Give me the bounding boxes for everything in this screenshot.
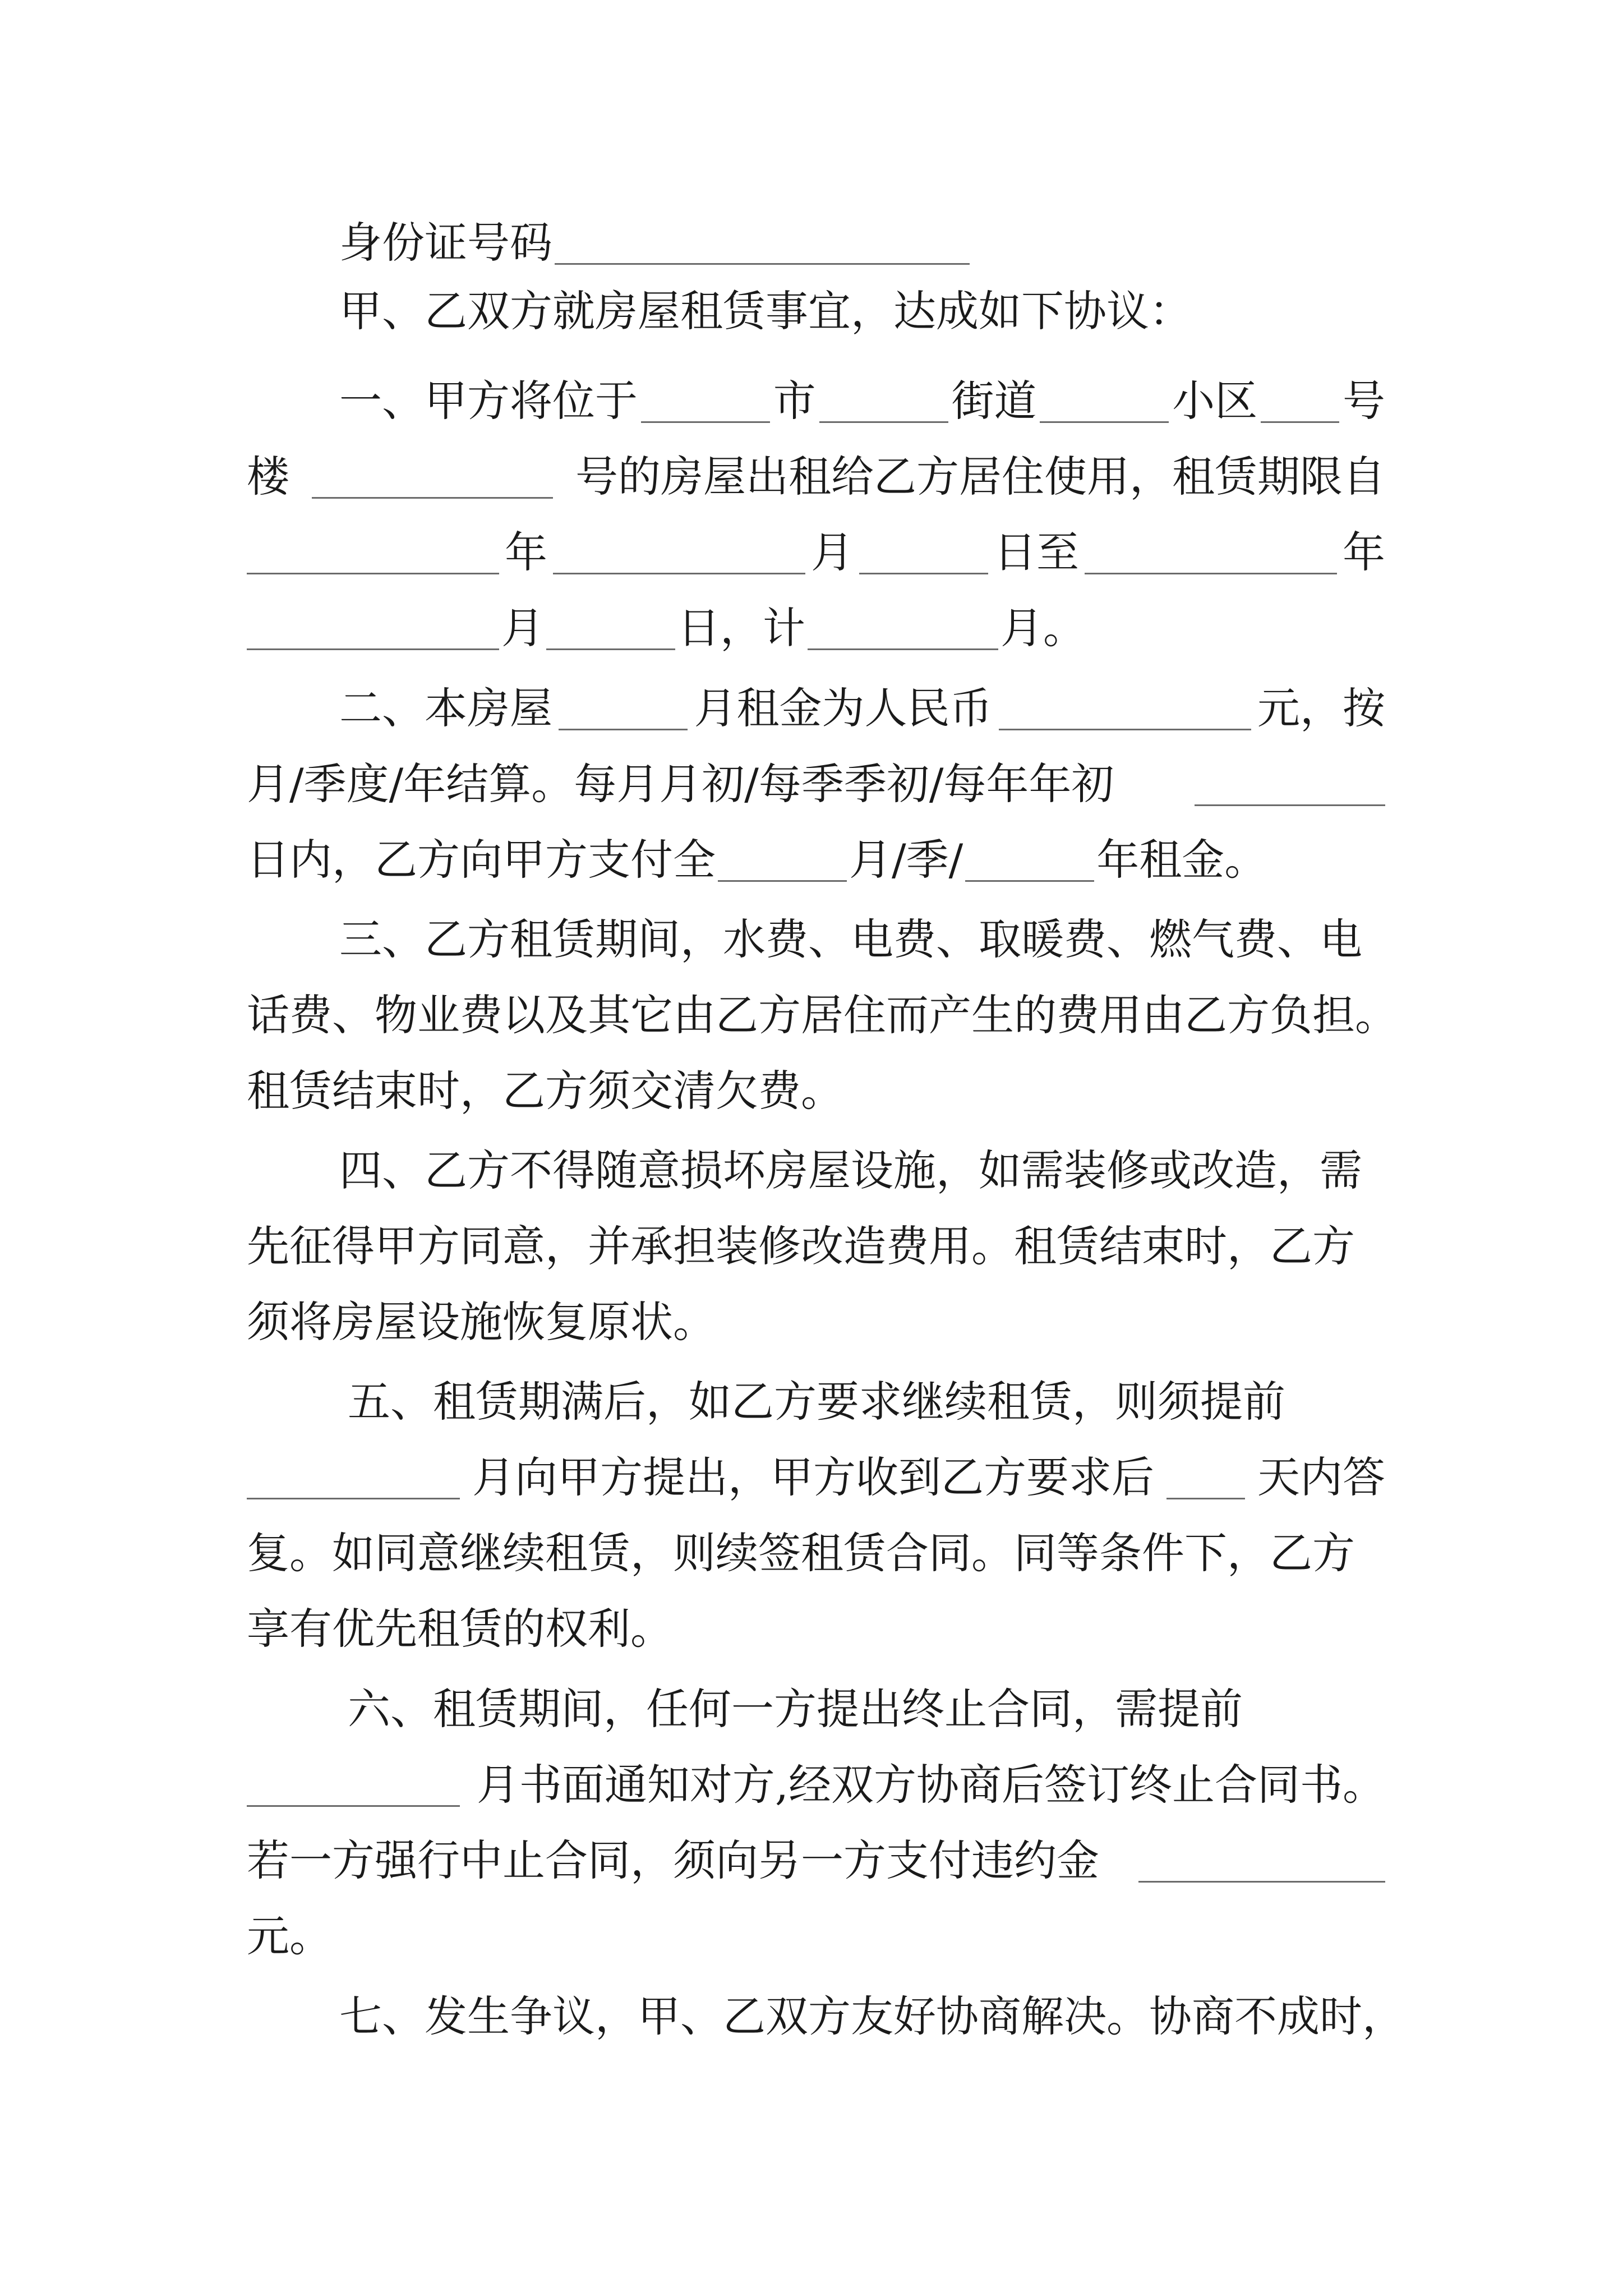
text-segment: 号 xyxy=(1343,376,1385,426)
text-segment: 四、乙方不得随意损坏房屋设施，如需装修或改造，需 xyxy=(339,1145,1362,1195)
clause-6-line-3 xyxy=(247,1830,1385,1892)
text-segment: 天内答 xyxy=(1257,1452,1385,1502)
fill-blank xyxy=(247,611,499,650)
text-segment: 一、甲方将位于 xyxy=(339,376,638,426)
text-segment: 身份证号码 xyxy=(339,218,552,268)
text-segment: 元。 xyxy=(247,1911,332,1961)
clause-4-line-3 xyxy=(247,1291,1385,1353)
text-segment: 六、租赁期间，任何一方提出终止合同，需提前 xyxy=(348,1684,1243,1734)
text-segment: 月。 xyxy=(1000,603,1086,653)
fill-blank xyxy=(859,536,988,574)
clause-1-line-4 xyxy=(247,597,1385,659)
clause-6-line-1 xyxy=(348,1678,1385,1740)
clause-3-line-2 xyxy=(247,984,1398,1046)
text-segment: 月 xyxy=(811,527,854,577)
fill-blank xyxy=(1085,536,1337,574)
text-segment: 享有优先租赁的权利。 xyxy=(247,1604,673,1654)
text-segment: 小区 xyxy=(1172,376,1258,426)
fill-blank xyxy=(553,536,805,574)
fill-blank xyxy=(1138,1844,1385,1883)
fill-blank xyxy=(965,843,1094,882)
text-segment: 号的房屋出租给乙方居住使用，租赁期限自 xyxy=(575,452,1385,501)
fill-blank xyxy=(1261,384,1339,423)
clause-5-line-4 xyxy=(247,1598,1385,1660)
clause-1-line-3 xyxy=(247,522,1385,583)
text-segment: 年 xyxy=(1343,527,1385,577)
fill-blank xyxy=(247,1768,460,1807)
text-segment: 市 xyxy=(773,376,816,426)
text-segment: 月书面通知对方,经双方协商后签订终止合同书。 xyxy=(476,1760,1385,1810)
text-segment: 须将房屋设施恢复原状。 xyxy=(247,1297,716,1347)
fill-blank xyxy=(808,611,998,650)
fill-blank xyxy=(1040,384,1169,423)
text-segment: 元，按 xyxy=(1257,683,1385,733)
clause-2-line-2 xyxy=(247,753,1385,815)
clause-3-line-1 xyxy=(339,909,1385,970)
agreement-intro-line xyxy=(339,280,1385,342)
clause-5-line-1 xyxy=(348,1371,1385,1433)
text-segment: 话费、物业费以及其它由乙方居住而产生的费用由乙方负担。 xyxy=(247,990,1398,1040)
text-segment: 月 xyxy=(501,603,544,653)
clause-5-line-3 xyxy=(247,1522,1385,1584)
fill-blank xyxy=(641,384,770,423)
clause-3-line-3 xyxy=(247,1060,1385,1122)
fill-blank xyxy=(247,536,499,574)
clause-4-line-1 xyxy=(339,1140,1385,1202)
text-segment: 七、发生争议，甲、乙双方友好协商解决。协商不成时， xyxy=(339,1991,1405,2041)
text-segment: 若一方强行中止合同，须向另一方支付违约金 xyxy=(247,1835,1099,1885)
text-segment: 租赁结束时，乙方须交清欠费。 xyxy=(247,1066,843,1116)
fill-blank xyxy=(1195,767,1385,806)
text-segment: 复。如同意继续租赁，则续签租赁合同。同等条件下，乙方 xyxy=(247,1528,1355,1578)
clause-2-line-3 xyxy=(247,829,1385,891)
clause-4-line-2 xyxy=(247,1216,1385,1277)
text-segment: 二、本房屋 xyxy=(339,683,552,733)
text-segment: 月/季度/年结算。每月月初/每季季初/每年年初 xyxy=(247,759,1114,809)
text-segment: 日内，乙方向甲方支付全 xyxy=(247,835,716,885)
text-segment: 甲、乙双方就房屋租赁事宜，达成如下协议： xyxy=(339,286,1192,336)
text-segment: 年 xyxy=(505,527,547,577)
text-segment: 月向甲方提出，甲方收到乙方要求后 xyxy=(472,1452,1154,1502)
fill-blank xyxy=(555,226,970,265)
fill-blank xyxy=(546,611,675,650)
clause-1-line-1 xyxy=(339,370,1385,432)
text-segment: 楼 xyxy=(247,452,289,501)
fill-blank xyxy=(819,384,948,423)
text-segment: 三、乙方租赁期间，水费、电费、取暖费、燃气费、电 xyxy=(339,914,1362,964)
text-segment: 日至 xyxy=(994,527,1079,577)
fill-blank xyxy=(718,843,847,882)
clause-6-line-2 xyxy=(247,1754,1385,1816)
fill-blank xyxy=(312,460,553,499)
clause-5-line-2 xyxy=(247,1447,1385,1508)
text-segment: 月/季/ xyxy=(849,835,963,885)
text-segment: 先征得甲方同意，并承担装修改造费用。租赁结束时，乙方 xyxy=(247,1221,1355,1271)
clause-2-line-1 xyxy=(339,678,1385,739)
text-segment: 五、租赁期满后，如乙方要求继续租赁，则须提前 xyxy=(348,1377,1285,1427)
text-segment: 年租金。 xyxy=(1096,835,1267,885)
clause-1-line-2 xyxy=(247,446,1385,508)
fill-blank xyxy=(559,692,688,730)
fill-blank xyxy=(1166,1461,1245,1499)
fill-blank xyxy=(999,692,1251,730)
text-segment: 日，计 xyxy=(677,603,805,653)
text-segment: 街道 xyxy=(951,376,1037,426)
clause-7-line-1 xyxy=(339,1986,1405,2047)
id-number-line xyxy=(339,212,1385,274)
text-segment: 月租金为人民币 xyxy=(694,683,993,733)
fill-blank xyxy=(247,1461,460,1499)
clause-6-line-4 xyxy=(247,1906,1385,1967)
